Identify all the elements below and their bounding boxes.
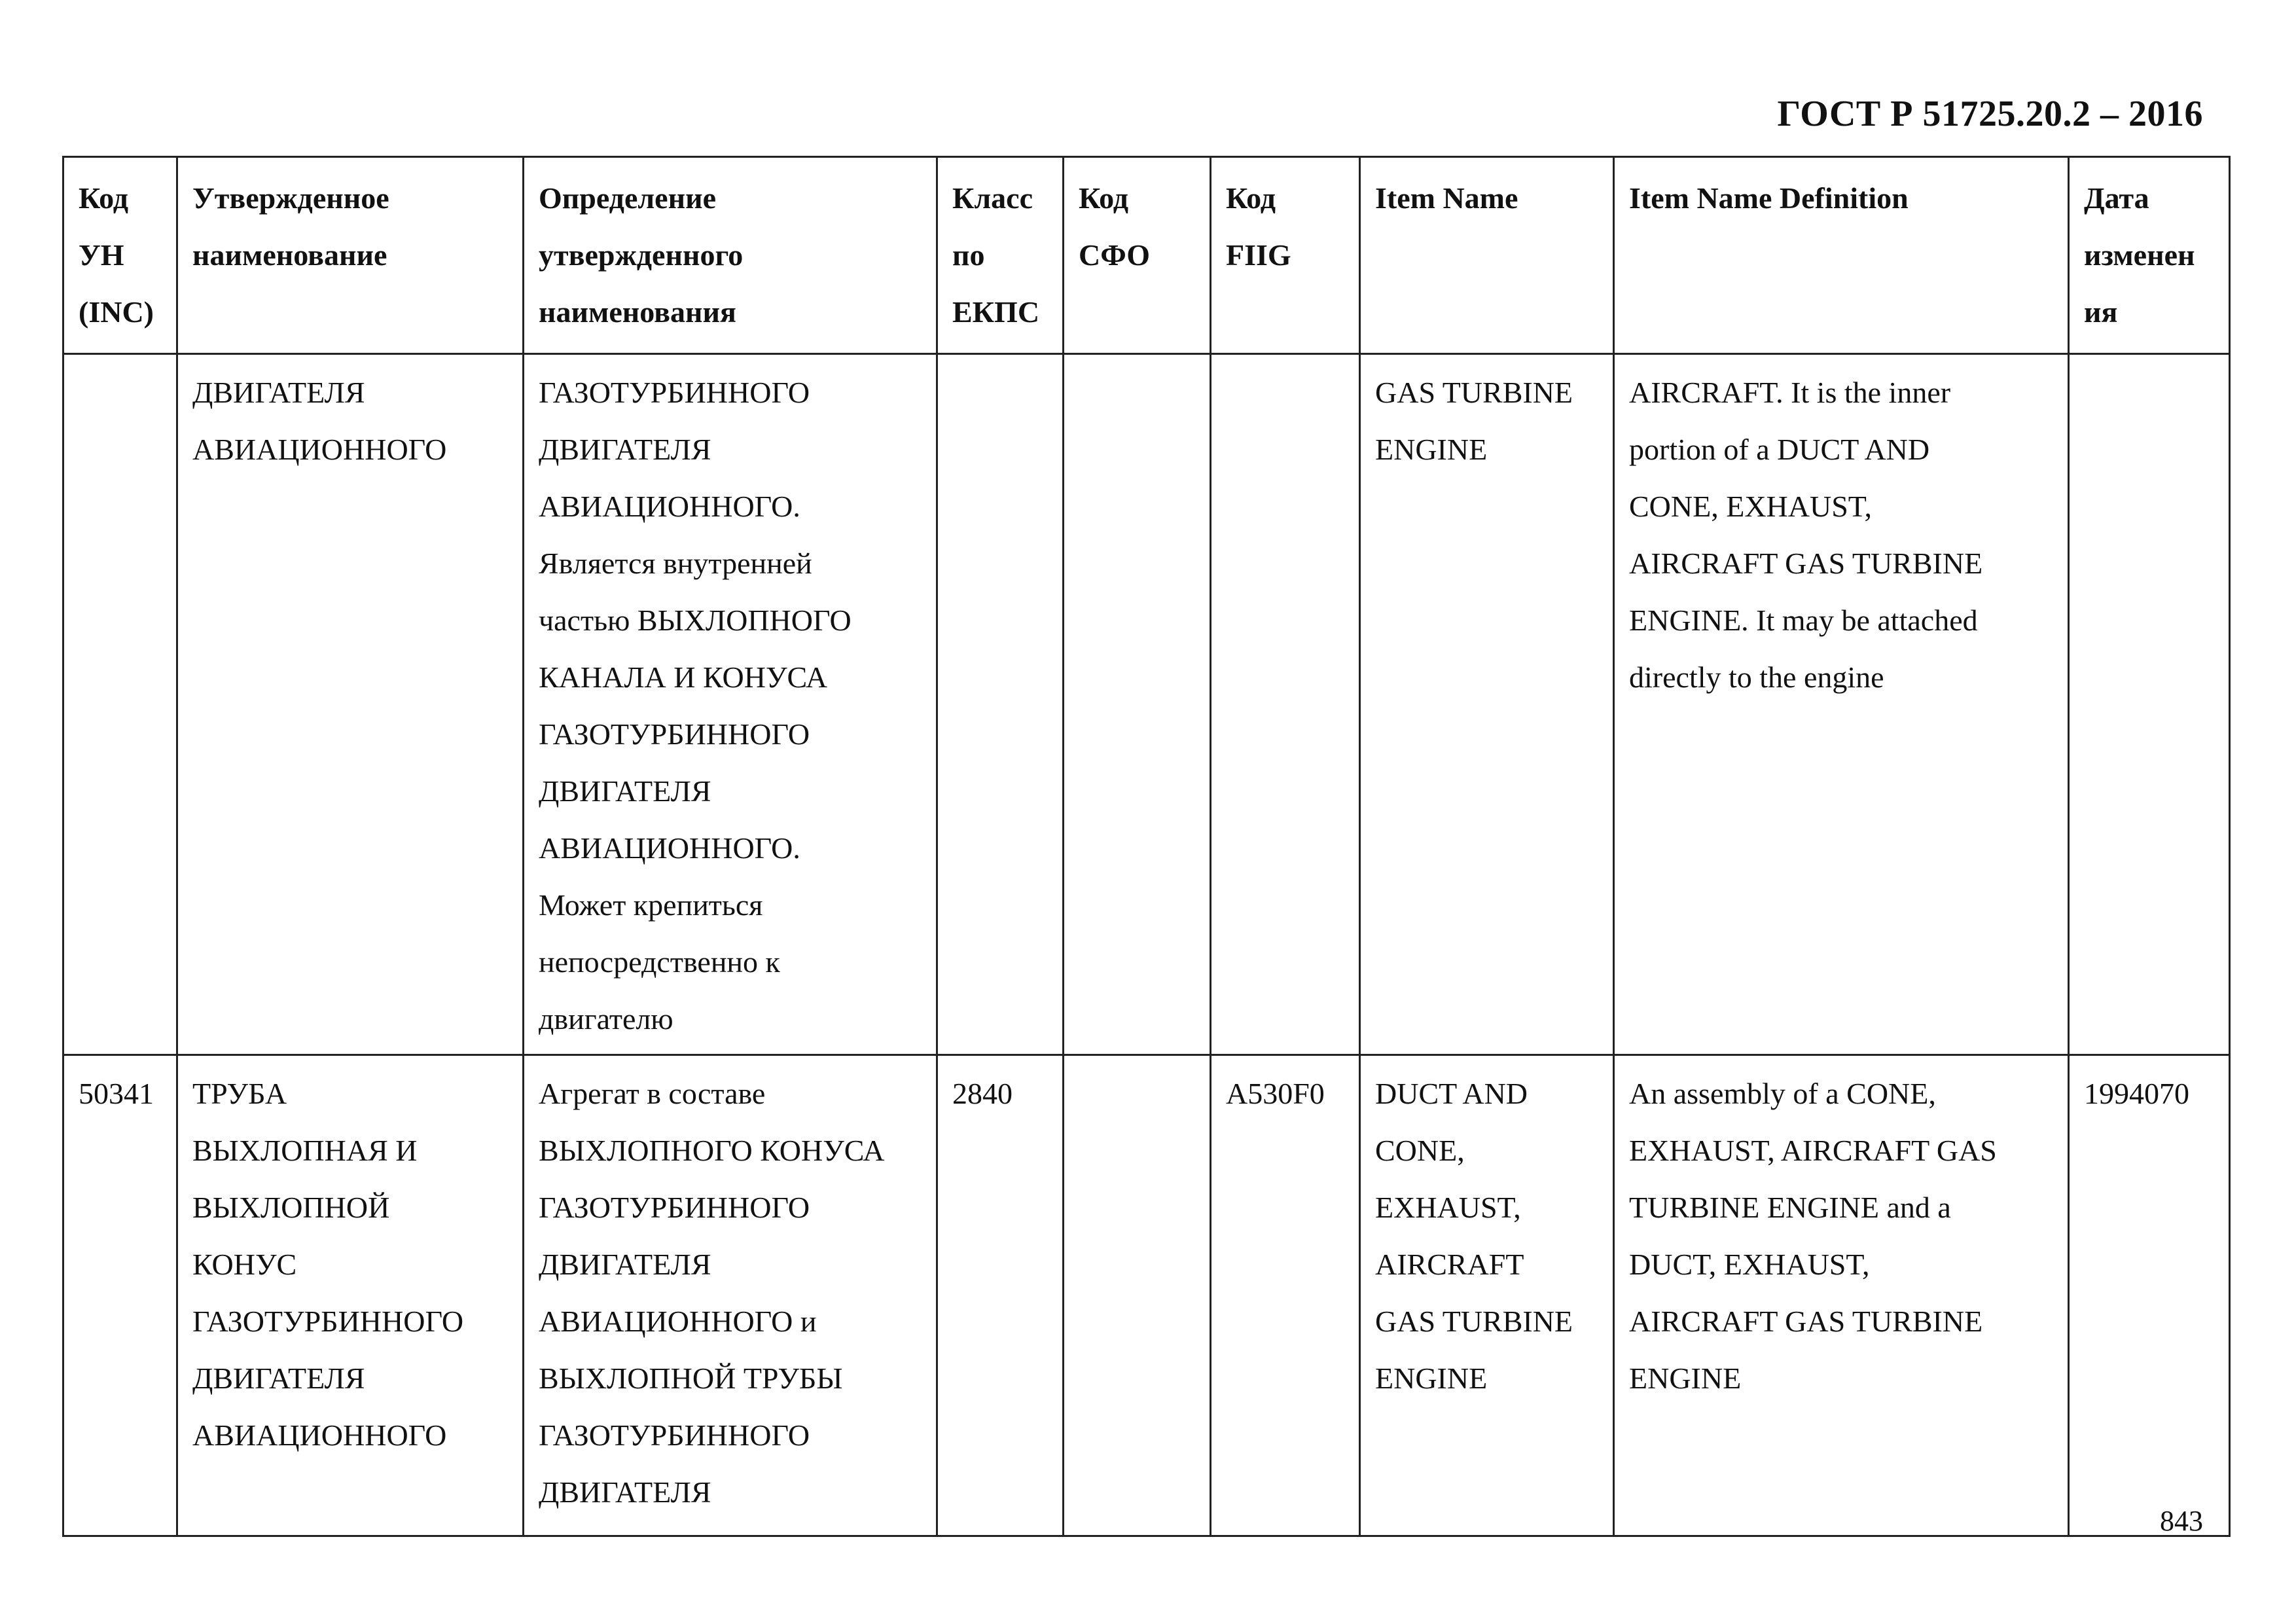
cell-definition: Агрегат в составе ВЫХЛОПНОГО КОНУСА ГАЗОТУРБИННОГО ДВИГАТЕЛЯ АВИАЦИОННОГО и ВЫХЛОПНОЙ ТРУБЫ ГАЗОТУРБИННОГО ДВИГАТЕЛЯ [524, 1055, 937, 1536]
cell-definition: ГАЗОТУРБИННОГО ДВИГАТЕЛЯ АВИАЦИОННОГО. Является внутренней частью ВЫХЛОПНОГО КАНАЛА И КОНУСА ГАЗОТУРБИННОГО ДВИГАТЕЛЯ АВИАЦИОННОГО. Может крепиться непосредственно к двигателю [524, 354, 937, 1055]
header-item-name: Item Name [1360, 157, 1614, 354]
table-row-continued [63, 354, 2230, 1055]
header-sfo-code: Код СФО [1064, 157, 1211, 354]
cell-sfo-code [1064, 1055, 1211, 1536]
cell-ekps-class [937, 354, 1064, 1055]
cell-inc-code [63, 354, 177, 1055]
cell-approved-name: ТРУБА ВЫХЛОПНАЯ И ВЫХЛОПНОЙ КОНУС ГАЗОТУРБИННОГО ДВИГАТЕЛЯ АВИАЦИОННОГО [177, 1055, 524, 1536]
table-row [63, 1055, 2230, 1536]
header-approved-name: Утвержденное наименование [177, 157, 524, 354]
header-fiig-code: Код FIIG [1211, 157, 1360, 354]
cell-ekps-class: 2840 [937, 1055, 1064, 1536]
cell-inc-code: 50341 [63, 1055, 177, 1536]
cell-item-name: DUCT AND CONE, EXHAUST, AIRCRAFT GAS TURBINE ENGINE [1360, 1055, 1614, 1536]
header-change-date: Дата изменен ия [2069, 157, 2230, 354]
cell-change-date [2069, 354, 2230, 1055]
header-ekps-class: Класс по ЕКПС [937, 157, 1064, 354]
page-number: 843 [2160, 1505, 2203, 1537]
cell-approved-name: ДВИГАТЕЛЯ АВИАЦИОННОГО [177, 354, 524, 1055]
table-header-row [63, 157, 2230, 354]
cell-item-name-definition: An assembly of a CONE, EXHAUST, AIRCRAFT GAS TURBINE ENGINE and a DUCT, EXHAUST, AIRCRAFT GAS TURBINE ENGINE [1614, 1055, 2069, 1536]
header-approved-name-definition: Определение утвержденного наименования [524, 157, 937, 354]
item-name-registry-table [62, 156, 2231, 1537]
header-item-name-definition: Item Name Definition [1614, 157, 2069, 354]
cell-change-date: 1994070 [2069, 1055, 2230, 1536]
cell-fiig-code: A530F0 [1211, 1055, 1360, 1536]
cell-sfo-code [1064, 354, 1211, 1055]
document-standard-header: ГОСТ Р 51725.20.2 – 2016 [1777, 94, 2203, 134]
header-inc-code: Код УН (INC) [63, 157, 177, 354]
cell-item-name-definition: AIRCRAFT. It is the inner portion of a DUCT AND CONE, EXHAUST, AIRCRAFT GAS TURBINE ENGINE. It may be attached directly to the engine [1614, 354, 2069, 1055]
cell-item-name: GAS TURBINE ENGINE [1360, 354, 1614, 1055]
cell-fiig-code [1211, 354, 1360, 1055]
